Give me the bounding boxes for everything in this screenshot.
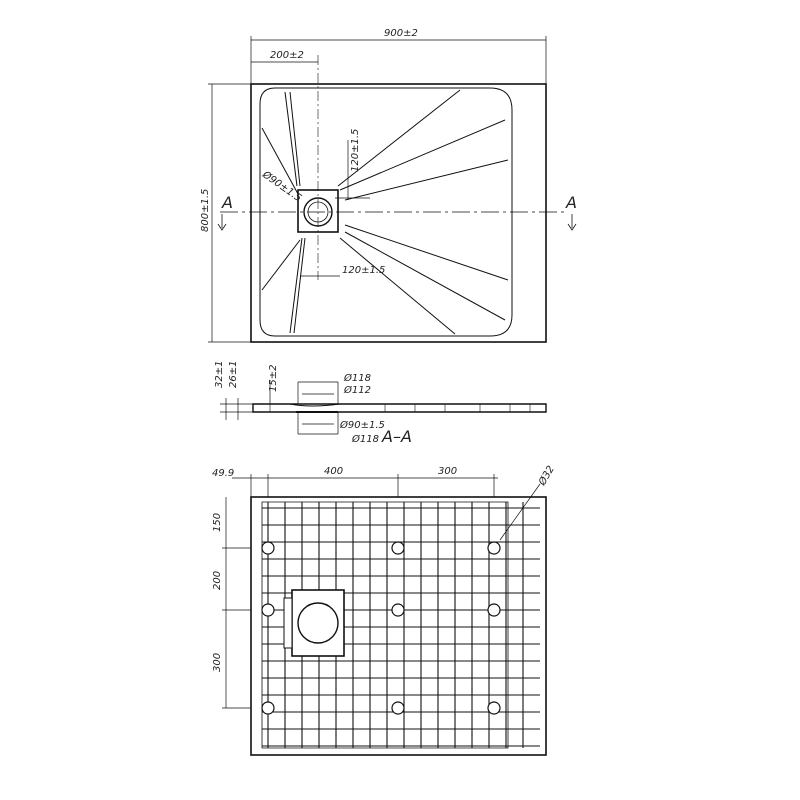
section-marker-right: A [566,193,577,212]
dim-height-label: 800±1.5 [200,188,211,232]
foot-pad [392,702,404,714]
dim-drain-offset-label: 200±2 [270,50,304,61]
tray-outline [251,84,546,342]
dim-span-a-label: 400 [324,466,344,477]
dim-v3-label: 300 [212,652,223,672]
dim-drain-depth-label: 15±2 [268,364,279,392]
dim-drain-bottom-label: Ø90±1.5 [340,420,385,431]
dim-inner-top-label: Ø112 [344,385,371,396]
dim-outer-top-label: Ø118 [344,373,371,384]
dim-thickness-label: 26±1 [228,360,239,388]
bottom-view [222,474,546,755]
section-arrows [218,214,576,230]
dim-span-b-label: 300 [438,466,458,477]
foot-pad [262,542,274,554]
foot-pad [488,702,500,714]
dim-foot-diameter-label: Ø32 [537,464,557,488]
foot-pad [262,702,274,714]
dim-slope-upper-label: 120±1.5 [350,128,361,172]
dim-width-label: 900±2 [384,28,418,39]
drain-housing [284,590,344,656]
foot-pad [262,604,274,616]
section-marker-left: A [222,193,233,212]
foot-pad [488,604,500,616]
section-label: A–A [382,427,412,446]
dim-slope-lower-label: 120±1.5 [342,265,386,276]
dim-v1-label: 150 [212,512,223,532]
foot-pad [392,604,404,616]
foot-pad [392,542,404,554]
dim-edge-label: 49.9 [212,468,235,479]
dim-v2-label: 200 [212,570,223,590]
top-view [208,36,576,342]
dim-drain-diameter-label: Ø90±1.5 [260,169,304,205]
dim-total-thickness-label: 32±1 [214,360,225,388]
slope-lines [262,90,508,334]
foot-pad [488,542,500,554]
dim-outer-bottom-label: Ø118 [352,434,379,445]
